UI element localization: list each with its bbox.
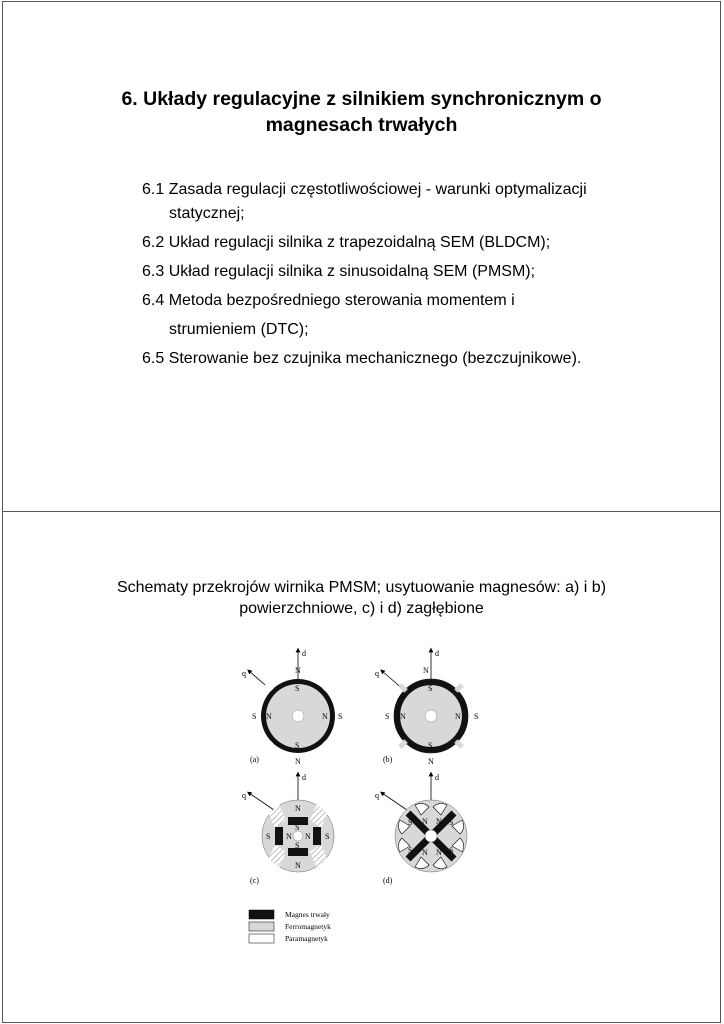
pole-label: S: [408, 818, 413, 827]
pole-label: N: [295, 861, 301, 870]
toc-item-6-4-cont: strumieniem (DTC);: [169, 321, 309, 338]
axis-d-label: d: [435, 773, 439, 782]
pole-label: N: [428, 757, 434, 766]
pole-label: N: [322, 712, 328, 721]
axis-q-label: q: [375, 669, 379, 678]
slide-2: [2, 511, 721, 1023]
pole-label: S: [252, 712, 257, 721]
title-line-1: 6. Układy regulacyjne z silnikiem synchronicznym o: [121, 88, 602, 110]
axis-q-label: q: [242, 791, 246, 800]
legend-label-ferro: Ferromagnetyk: [285, 922, 331, 931]
toc-item-6-1: 6.1 Zasada regulacji częstotliwościowej - warunki optymalizacji: [142, 181, 587, 198]
toc-item-6-3: 6.3 Układ regulacji silnika z sinusoidalną SEM (PMSM);: [142, 263, 536, 280]
pole-label: S: [428, 741, 433, 750]
title-line-2: magnesach trwałych: [265, 114, 458, 136]
pole-label: S: [449, 818, 454, 827]
pole-label: N: [305, 832, 311, 841]
label-a: (a): [250, 755, 259, 764]
pole-label: S: [295, 741, 300, 750]
legend-swatch-para: [249, 934, 274, 943]
pole-label: N: [422, 848, 428, 857]
legend-label-magnet: Magnes trwały: [285, 910, 330, 919]
pole-label: S: [338, 712, 343, 721]
label-c: (c): [250, 876, 259, 885]
pole-label: S: [428, 684, 433, 693]
pole-label: S: [295, 684, 300, 693]
toc-item-6-2: 6.2 Układ regulacji silnika z trapezoidalną SEM (BLDCM);: [142, 234, 551, 251]
legend-label-para: Paramagnetyk: [285, 934, 328, 943]
toc-item-6-4: 6.4 Metoda bezpośredniego sterowania momentem i: [142, 292, 515, 309]
axis-d-label: d: [435, 649, 439, 658]
label-b: (b): [383, 755, 393, 764]
legend-swatch-ferro: [249, 922, 274, 931]
legend-swatch-magnet: [249, 910, 274, 919]
toc-item-6-5: 6.5 Sterowanie bez czujnika mechanicznego (bezczujnikowe).: [142, 350, 582, 367]
pole-label: N: [436, 848, 442, 857]
pole-label: N: [455, 712, 461, 721]
pole-label: N: [295, 666, 301, 675]
subtitle-line-1: Schematy przekrojów wirnika PMSM; usytuowanie magnesów: a) i b): [116, 579, 607, 596]
rotor-b: [375, 649, 478, 766]
pole-label: S: [385, 712, 390, 721]
pole-label: N: [436, 817, 442, 826]
pole-label: S: [295, 823, 300, 832]
pole-label: N: [286, 832, 292, 841]
axis-q-label: q: [242, 669, 246, 678]
slide-1: [2, 1, 721, 512]
pole-label: S: [408, 846, 413, 855]
pole-label: S: [325, 832, 330, 841]
toc-item-6-1-cont: statycznej;: [169, 205, 245, 222]
rotor-d: [375, 773, 467, 885]
slide-title: [3, 86, 720, 138]
axis-q-label: q: [375, 791, 379, 800]
pole-label: N: [266, 712, 272, 721]
pole-label: N: [295, 757, 301, 766]
pole-label: N: [423, 666, 429, 675]
rotor-c: [242, 773, 334, 885]
pole-label: N: [400, 712, 406, 721]
axis-d-label: d: [302, 773, 306, 782]
pole-label: S: [266, 832, 271, 841]
pole-label: S: [474, 712, 479, 721]
pole-label: N: [295, 804, 301, 813]
axis-d-label: d: [302, 649, 306, 658]
rotor-cross-sections-figure: [3, 512, 722, 1024]
pole-label: S: [295, 841, 300, 850]
rotor-a: [242, 649, 342, 766]
toc-list: [142, 179, 587, 369]
subtitle-line-2: powierzchniowe, c) i d) zagłębione: [239, 600, 484, 617]
pole-label: N: [422, 817, 428, 826]
pole-label: S: [449, 846, 454, 855]
legend: [249, 910, 331, 943]
label-d: (d): [383, 876, 393, 885]
